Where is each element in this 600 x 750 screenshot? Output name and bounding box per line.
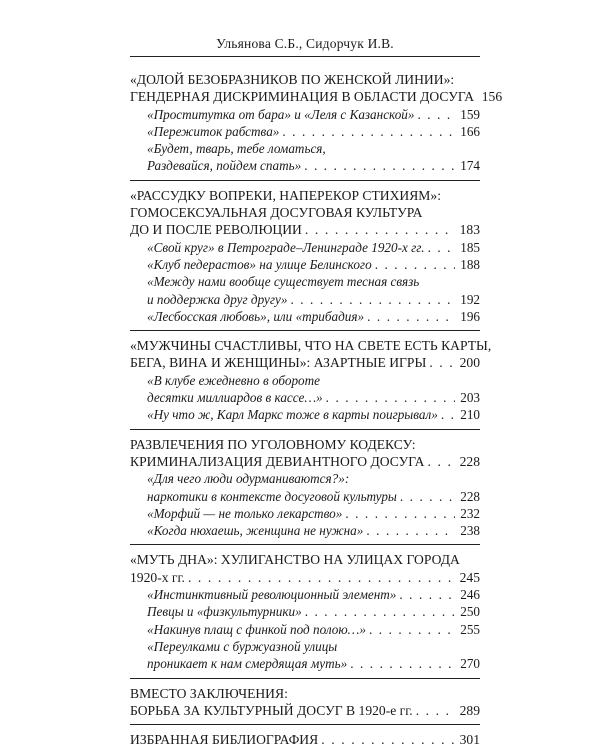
toc-entry-title: «Свой круг» в Петрограде–Ленинграде 1920-х гг. bbox=[147, 239, 425, 255]
dot-leader bbox=[290, 291, 455, 308]
toc-subentry bbox=[130, 291, 480, 308]
toc-subentry bbox=[130, 586, 480, 603]
toc-entry-title: «Накинув плащ с финкой под полою…» bbox=[147, 621, 367, 637]
toc-subentry bbox=[130, 389, 480, 406]
toc-section bbox=[130, 187, 480, 325]
toc-entry bbox=[130, 88, 503, 105]
toc-subentry bbox=[130, 106, 480, 123]
toc-entry-title: «МУЖЧИНЫ СЧАСТЛИВЫ, ЧТО НА СВЕТЕ ЕСТЬ КАРТЫ, bbox=[130, 338, 492, 354]
toc-page-number: 228 bbox=[459, 453, 480, 469]
toc-page-number: 200 bbox=[459, 355, 480, 371]
toc-page-number: 232 bbox=[460, 505, 480, 521]
toc-page-number: 246 bbox=[460, 587, 480, 603]
dot-leader bbox=[441, 406, 455, 423]
dot-leader bbox=[350, 655, 455, 672]
toc-section bbox=[130, 551, 480, 672]
toc-entry-title: ГОМОСЕКСУАЛЬНАЯ ДОСУГОВАЯ КУЛЬТУРА bbox=[130, 205, 423, 221]
toc-entry-title: «РАССУДКУ ВОПРЕКИ, НАПЕРЕКОР СТИХИЯМ»: bbox=[130, 187, 441, 203]
toc-entry bbox=[130, 204, 480, 221]
toc-section bbox=[130, 71, 503, 175]
toc-subentry bbox=[130, 239, 480, 256]
toc-subentry bbox=[130, 157, 480, 174]
toc-entry bbox=[130, 187, 480, 204]
toc-entry-title: БОРЬБА ЗА КУЛЬТУРНЫЙ ДОСУГ В 1920-е гг. bbox=[130, 702, 413, 718]
toc-entry-title: ВМЕСТО ЗАКЛЮЧЕНИЯ: bbox=[130, 685, 288, 701]
toc-entry-title: Певцы и «физкультурники» bbox=[147, 604, 302, 620]
table-of-contents bbox=[130, 71, 503, 748]
toc-entry bbox=[130, 731, 480, 748]
toc-entry bbox=[130, 569, 480, 586]
dot-leader bbox=[429, 354, 455, 371]
toc-entry-title: и поддержка друг другу» bbox=[147, 291, 288, 307]
toc-page-number: 228 bbox=[460, 488, 480, 504]
toc-entry bbox=[130, 221, 480, 238]
toc-section bbox=[130, 337, 492, 423]
toc-entry-title: ДО И ПОСЛЕ РЕВОЛЮЦИИ bbox=[130, 222, 302, 238]
toc-entry-title: КРИМИНАЛИЗАЦИЯ ДЕВИАНТНОГО ДОСУГА bbox=[130, 453, 425, 469]
toc-page-number: 250 bbox=[460, 604, 480, 620]
section-divider bbox=[130, 330, 480, 331]
dot-leader bbox=[418, 106, 456, 123]
toc-subentry bbox=[130, 638, 480, 655]
dot-leader bbox=[321, 731, 455, 748]
dot-leader bbox=[399, 586, 455, 603]
toc-page-number: 255 bbox=[460, 621, 480, 637]
toc-subentry bbox=[130, 140, 480, 157]
toc-page-number: 210 bbox=[460, 407, 480, 423]
toc-page-number: 245 bbox=[459, 569, 480, 585]
toc-subentry bbox=[130, 603, 480, 620]
toc-subentry bbox=[130, 256, 480, 273]
toc-entry-title: ИЗБРАННАЯ БИБЛИОГРАФИЯ bbox=[130, 732, 319, 748]
header-rule bbox=[130, 56, 480, 57]
section-divider bbox=[130, 724, 480, 725]
toc-subentry bbox=[130, 406, 480, 423]
dot-leader bbox=[369, 621, 455, 638]
toc-entry-title: БЕГА, ВИНА И ЖЕНЩИНЫ»: АЗАРТНЫЕ ИГРЫ bbox=[130, 355, 427, 371]
dot-leader bbox=[428, 239, 455, 256]
toc-page-number: 196 bbox=[460, 308, 480, 324]
toc-entry-title: «Когда нюхаешь, женщина не нужна» bbox=[147, 523, 364, 539]
toc-page-number: 174 bbox=[460, 158, 480, 174]
toc-page-number: 192 bbox=[460, 291, 480, 307]
toc-page-number: 270 bbox=[460, 656, 480, 672]
toc-entry-title: «Будет, тварь, тебе ломаться, bbox=[147, 141, 326, 157]
toc-subentry bbox=[130, 372, 480, 389]
toc-entry-title: «Пережиток рабства» bbox=[147, 123, 280, 139]
toc-subentry bbox=[130, 308, 480, 325]
toc-entry-title: «ДОЛОЙ БЕЗОБРАЗНИКОВ ПО ЖЕНСКОЙ ЛИНИИ»: bbox=[130, 72, 455, 87]
toc-entry-title: «МУТЬ ДНА»: ХУЛИГАНСТВО НА УЛИЦАХ ГОРОДА bbox=[130, 552, 460, 568]
toc-section bbox=[130, 685, 480, 720]
toc-entry bbox=[130, 71, 480, 88]
toc-entry-title: Раздевайся, пойдем спать» bbox=[147, 158, 302, 174]
toc-entry bbox=[130, 685, 480, 702]
dot-leader bbox=[282, 123, 455, 140]
dot-leader bbox=[416, 702, 455, 719]
toc-subentry bbox=[130, 488, 480, 505]
toc-entry-title: ГЕНДЕРНАЯ ДИСКРИМИНАЦИЯ В ОБЛАСТИ ДОСУГА bbox=[130, 89, 475, 105]
dot-leader bbox=[367, 308, 455, 325]
toc-subentry bbox=[130, 505, 480, 522]
toc-entry-title: «Для чего люди одурманиваются?»: bbox=[147, 471, 350, 487]
section-divider bbox=[130, 429, 480, 430]
toc-entry bbox=[130, 702, 480, 719]
section-divider bbox=[130, 544, 480, 545]
dot-leader bbox=[375, 256, 455, 273]
toc-subentry bbox=[130, 273, 480, 290]
toc-subentry bbox=[130, 470, 480, 487]
toc-entry-title: «Морфий — не только лекарство» bbox=[147, 505, 343, 521]
toc-page-number: 183 bbox=[459, 222, 480, 238]
dot-leader bbox=[305, 603, 455, 620]
toc-page-number: 159 bbox=[460, 106, 480, 122]
toc-entry bbox=[130, 354, 480, 371]
toc-entry bbox=[130, 436, 480, 453]
toc-entry-title: 1920-х гг. bbox=[130, 569, 185, 585]
toc-subentry bbox=[130, 621, 480, 638]
toc-page-number: 185 bbox=[460, 239, 480, 255]
dot-leader bbox=[400, 488, 455, 505]
toc-page-number: 203 bbox=[460, 390, 480, 406]
toc-entry-title: «Инстинктивный революционный элемент» bbox=[147, 587, 397, 603]
dot-leader bbox=[366, 522, 455, 539]
running-header: Ульянова С.Б., Сидорчук И.В. bbox=[216, 36, 394, 51]
toc-subentry bbox=[130, 123, 480, 140]
dot-leader bbox=[326, 389, 455, 406]
toc-page-number: 289 bbox=[459, 702, 480, 718]
toc-entry bbox=[130, 551, 480, 568]
toc-page-number: 166 bbox=[460, 123, 480, 139]
toc-page-number: 301 bbox=[459, 732, 480, 748]
toc-entry bbox=[130, 337, 492, 354]
toc-entry-title: РАЗВЛЕЧЕНИЯ ПО УГОЛОВНОМУ КОДЕКСУ: bbox=[130, 436, 416, 452]
toc-section bbox=[130, 436, 480, 540]
dot-leader bbox=[305, 221, 455, 238]
toc-entry-title: «Ну что ж, Карл Маркс тоже в карты поигрывал» bbox=[147, 407, 438, 423]
toc-section bbox=[130, 731, 480, 748]
toc-entry-title: проникает к нам смердящая муть» bbox=[147, 656, 348, 672]
toc-page-number: 156 bbox=[481, 89, 503, 105]
toc-page-number: 188 bbox=[460, 256, 480, 272]
dot-leader bbox=[427, 453, 455, 470]
toc-entry-title: «Между нами вообще существует тесная связь bbox=[147, 274, 420, 290]
toc-page-number: 238 bbox=[460, 523, 480, 539]
toc-subentry bbox=[130, 522, 480, 539]
dot-leader bbox=[345, 505, 455, 522]
toc-entry-title: «Лесбосская любовь», или «трибадия» bbox=[147, 308, 365, 324]
toc-entry-title: десятки миллиардов в кассе…» bbox=[147, 390, 323, 406]
toc-entry-title: «В клубе ежедневно в обороте bbox=[147, 372, 321, 388]
toc-subentry bbox=[130, 655, 480, 672]
toc-entry-title: «Переулками с буржуазной улицы bbox=[147, 638, 338, 654]
section-divider bbox=[130, 180, 480, 181]
toc-entry-title: «Клуб педерастов» на улице Белинского bbox=[147, 256, 372, 272]
toc-entry bbox=[130, 453, 480, 470]
dot-leader bbox=[304, 157, 455, 174]
toc-entry-title: наркотики в контексте досуговой культуры bbox=[147, 488, 397, 504]
toc-entry-title: «Проститутка от бара» и «Леля с Казанской» bbox=[147, 106, 415, 122]
dot-leader bbox=[188, 569, 455, 586]
section-divider bbox=[130, 678, 480, 679]
